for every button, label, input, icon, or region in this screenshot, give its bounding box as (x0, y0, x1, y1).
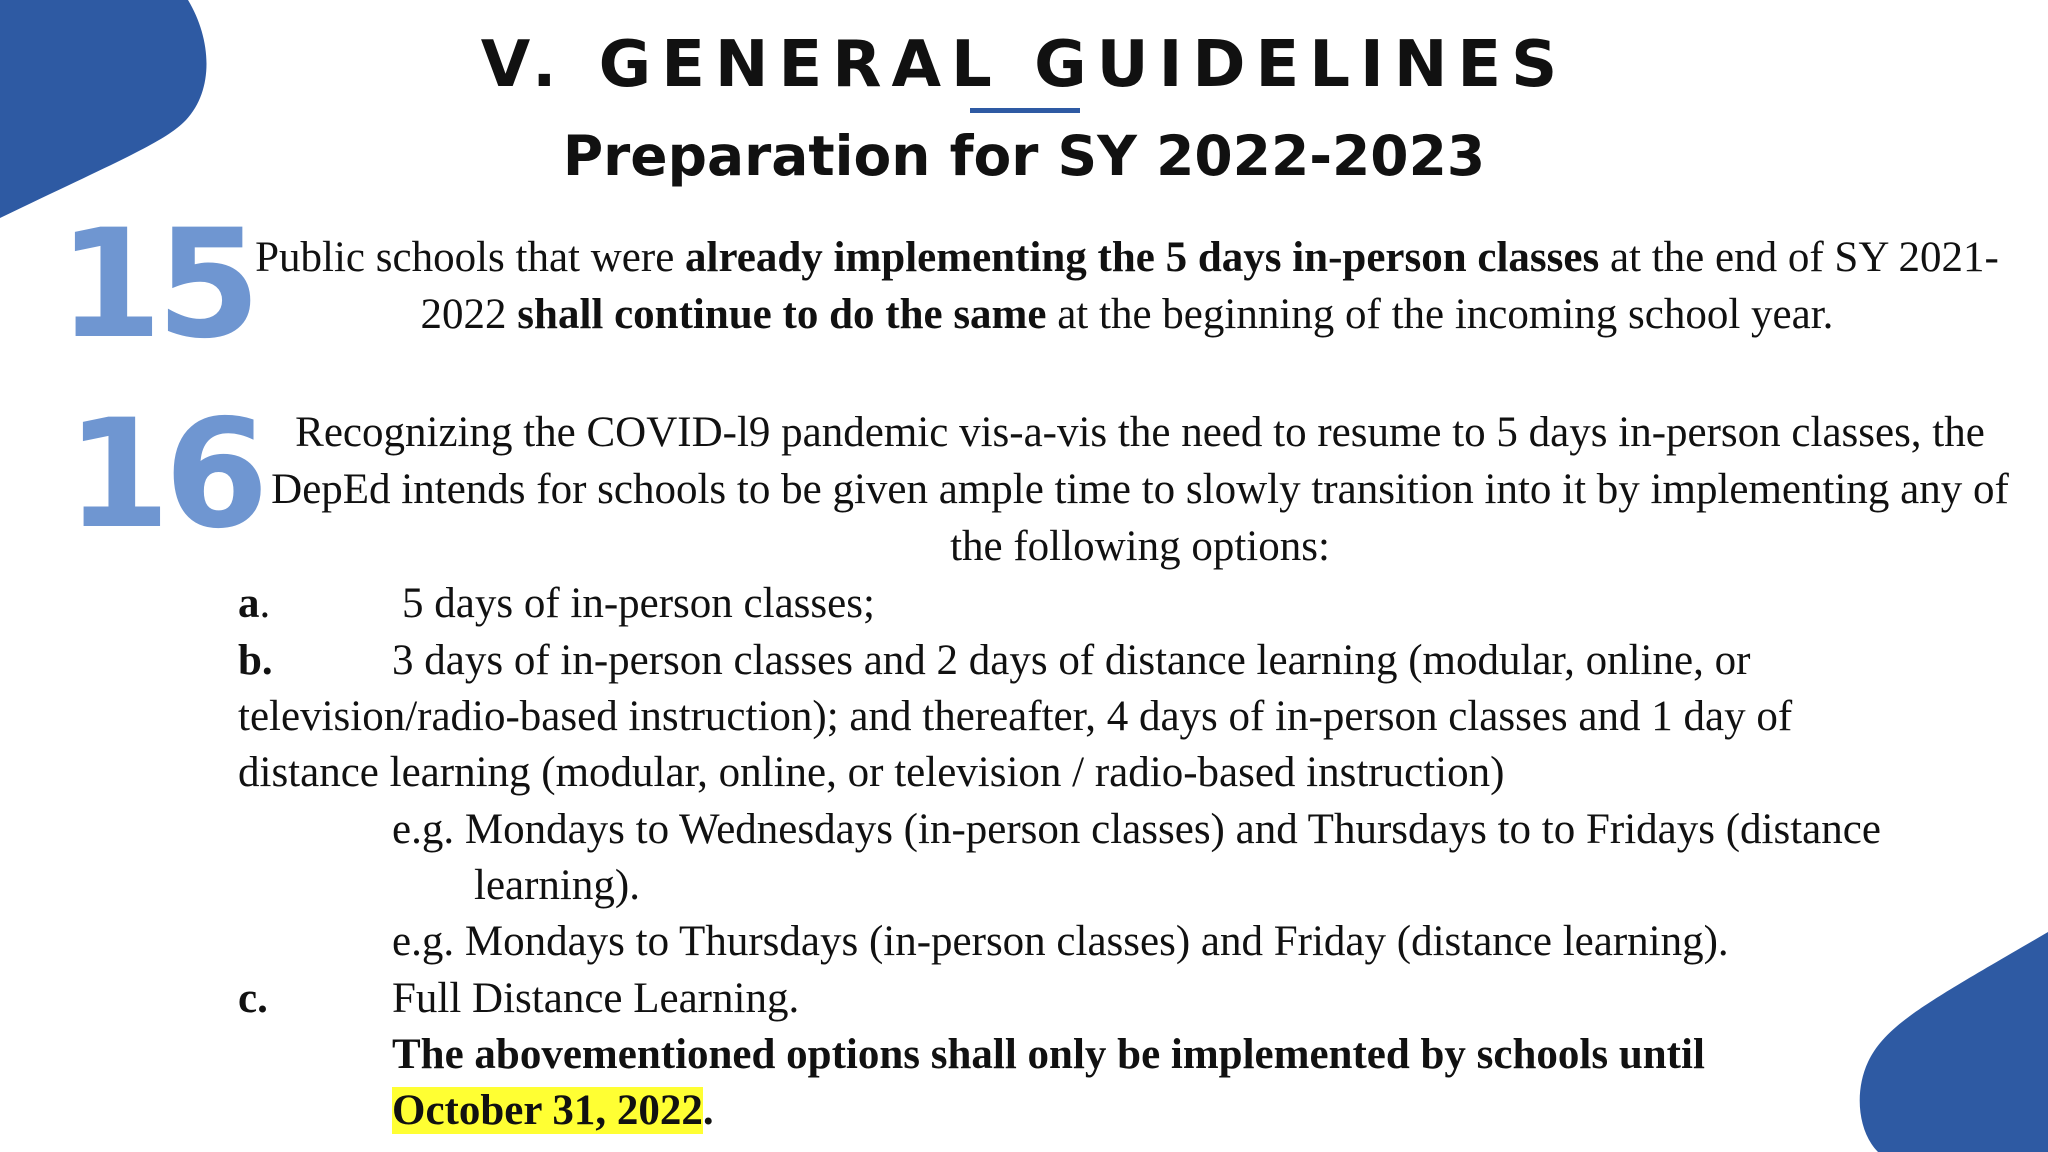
deadline-note-end: . (702, 1087, 714, 1134)
option-c-letter: c. (238, 975, 268, 1022)
slide-title: V. GENERAL GUIDELINES (480, 28, 1568, 102)
example-1-line-1: e.g. Mondays to Wednesdays (in-person classes) and Thursdays to to Fridays (distance (392, 806, 1881, 853)
option-b-letter: b. (238, 637, 273, 684)
option-a-dot: . (259, 580, 271, 627)
item-number-16: 16 (66, 388, 263, 562)
item-15-bold-1: already implementing the 5 days in-person classes (685, 234, 1600, 281)
option-a-letter: a (238, 580, 260, 627)
option-b-line-3: distance learning (modular, online, or television / radio-based instruction) (238, 749, 1505, 796)
option-b-line-1: 3 days of in-person classes and 2 days of distance learning (modular, online, or (392, 637, 1751, 684)
deadline-note-line-2 (392, 1082, 714, 1139)
deadline-date-highlight: October 31, 2022 (392, 1087, 703, 1134)
item-15-text-3: at the beginning of the incoming school year. (1046, 291, 1834, 338)
example-1-line-2: learning). (474, 862, 640, 909)
item-15-paragraph (232, 229, 2022, 343)
title-underline (970, 108, 1080, 113)
example-2: e.g. Mondays to Thursdays (in-person classes) and Friday (distance learning). (392, 918, 1729, 965)
option-a-text: 5 days of in-person classes; (402, 580, 875, 627)
option-b-line-2: television/radio-based instruction); and thereafter, 4 days of in-person classes and 1 day of (238, 693, 1793, 740)
slide-subtitle: Preparation for SY 2022-2023 (562, 124, 1486, 188)
item-15-bold-2: shall continue to do the same (517, 291, 1047, 338)
item-15-text-2: at the end of SY 2021-2022 (420, 234, 1999, 338)
bottom-right-blue-shape (1838, 932, 2048, 1152)
deadline-note-line-1: The abovementioned options shall only be implemented by schools until (392, 1031, 1705, 1078)
item-16-intro: Recognizing the COVID-l9 pandemic vis-a-vis the need to resume to 5 days in-person classes, the DepEd intends for schools to be given ample time to slowly transition into it by implementing any of the following options: (271, 409, 2009, 570)
item-15-text-1: Public schools that were (255, 234, 686, 281)
option-c-text: Full Distance Learning. (392, 975, 800, 1022)
option-a (238, 575, 270, 632)
item-number-15: 15 (58, 198, 255, 372)
